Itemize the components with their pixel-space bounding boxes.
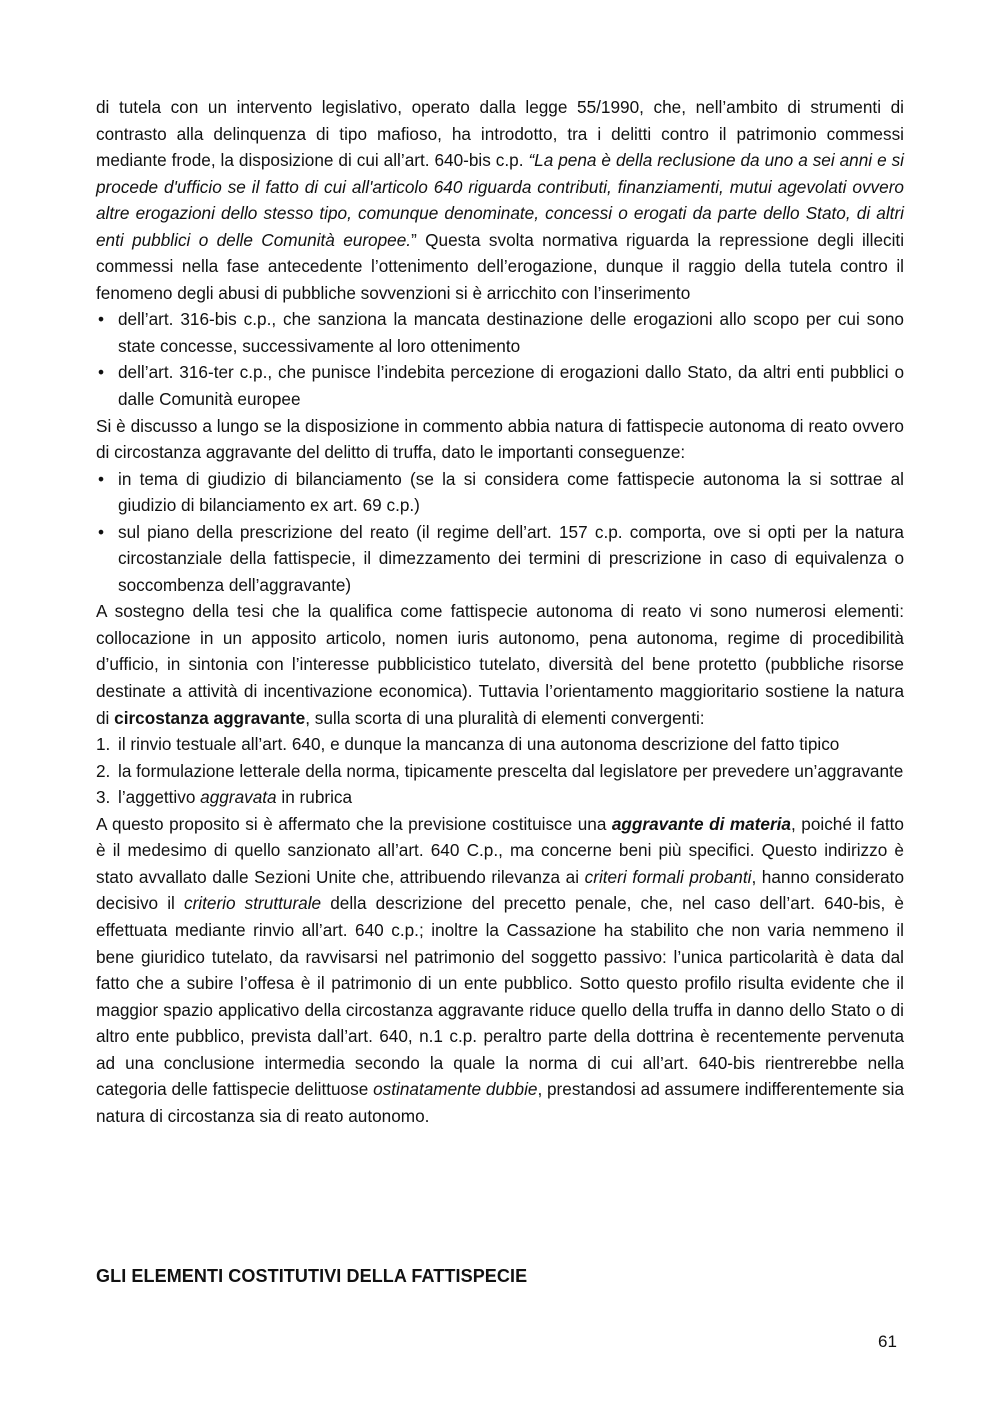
- section-heading: GLI ELEMENTI COSTITUTIVI DELLA FATTISPECIE: [96, 1266, 528, 1286]
- bullet-icon: •: [98, 521, 105, 542]
- text-run: l’aggettivo: [118, 787, 201, 808]
- text-run: di tutela con un intervento legislativo, operato dalla legge 55/1990, che, nell’ambito di strumenti di contrasto alla delinquenza di tipo mafioso, ha introdotto, tra i delitti contro il patrimonio commessi mediante frode, la disposizione di cui all’art. 640-bis c.p.: [96, 97, 904, 171]
- list-item-text: in tema di giudizio di bilanciamento (se la si considera come fattispecie autonoma la si sottrae al giudizio di bilanciamento ex art. 69 c.p.): [118, 468, 904, 516]
- bold-italic-term: aggravante di materia: [611, 813, 791, 834]
- list-item-text: dell’art. 316-ter c.p., che punisce l’indebita percezione di erogazioni dallo Stato, da altri enti pubblici o dalle Comunità europee: [118, 362, 904, 410]
- bullet-icon: •: [98, 468, 105, 489]
- bullet-list-articles: [96, 306, 904, 412]
- bold-term: circostanza aggravante: [114, 707, 306, 728]
- list-item: [96, 784, 904, 811]
- list-item: [96, 758, 904, 785]
- paragraph-intro: [96, 94, 904, 306]
- list-item-text: sul piano della prescrizione del reato (il regime dell’art. 157 c.p. comporta, ove si opti per la natura circostanziale della fattispecie, il dimezzamento dei termini di prescrizione in caso di equivalenza o soccombenza dell’aggravante): [118, 521, 904, 595]
- list-number: 3.: [96, 787, 111, 808]
- text-run: della descrizione del precetto penale, che, nel caso dell’art. 640-bis, è effettuata mediante rinvio all’art. 640 c.p.; inoltre la Cassazione ha stabilito che non varia nemmeno il bene giuridico tutelato, da ravvisarsi nel patrimonio del soggetto passivo: l’unica particolarità è data dal fatto che a subire l’offesa è il patrimonio di un ente pubblico. Sotto questo profilo risulta evidente che il maggior spazio applicativo della circostanza aggravante riduce quello della truffa in danno dello Stato o di altro ente pubblico, prevista dall’art. 640, n.1 c.p. peraltro parte della dottrina è recentemente pervenuta ad una conclusione intermedia secondo la quale la norma di cui all’art. 640-bis rientrerebbe nella categoria delle fattispecie delittuose: [96, 893, 904, 1100]
- list-item: [96, 306, 904, 359]
- paragraph-thesis: [96, 598, 904, 731]
- text-run: , sulla scorta di una pluralità di elementi convergenti:: [305, 707, 705, 728]
- bullet-list-consequences: [96, 466, 904, 599]
- paragraph-debate: Si è discusso a lungo se la disposizione in commento abbia natura di fattispecie autonoma di reato ovvero di circostanza aggravante del delitto di truffa, dato le importanti conseguenze:: [96, 415, 904, 463]
- italic-term: ostinatamente dubbie: [373, 1079, 538, 1100]
- list-item-text: dell’art. 316-bis c.p., che sanziona la mancata destinazione delle erogazioni allo scopo per cui sono state concesse, successivamente al loro ottenimento: [118, 309, 904, 356]
- text-run: A questo proposito si è affermato che la previsione costituisce una: [96, 813, 612, 834]
- list-item: [96, 731, 904, 758]
- list-item: [96, 466, 904, 519]
- list-number: 2.: [96, 760, 111, 781]
- list-item-text: la formulazione letterale della norma, tipicamente prescelta dal legislatore per prevedere un’aggravante: [118, 760, 904, 781]
- text-run: , prestandosi ad assumere indifferentemente sia natura di circostanza sia di reato autonomo.: [96, 1079, 905, 1126]
- text-run: , hanno considerato decisivo il: [96, 866, 905, 914]
- bullet-icon: •: [98, 309, 105, 330]
- text-run: A sostegno della tesi che la qualifica come fattispecie autonoma di reato vi sono numerosi elementi: collocazione in un apposito articolo, nomen iuris autonomo, pena autonoma, regime di procedibilità d’ufficio, in sintonia con l’interesse pubblicistico tutelato, diversità del bene protetto (pubbliche risorse destinate a attività di incentivazione economica). Tuttavia l’orientamento maggioritario sostiene la natura di: [96, 601, 904, 728]
- italic-term: criterio strutturale: [183, 893, 322, 914]
- italic-term: aggravata: [200, 787, 277, 808]
- text-run: , poiché il fatto è il medesimo di quello sanzionato all’art. 640 C.p., ma concerne beni più specifici. Questo indirizzo è stato avvallato dalle Sezioni Unite che, attribuendo rilevanza ai: [96, 813, 904, 887]
- italic-term: criteri formali probanti: [584, 866, 752, 887]
- bullet-icon: •: [98, 362, 105, 383]
- list-item-text: il rinvio testuale all’art. 640, e dunque la mancanza di una autonoma descrizione del fatto tipico: [118, 734, 840, 755]
- list-item: [96, 359, 904, 412]
- list-number: 1.: [96, 734, 111, 755]
- text-run: in rubrica: [276, 787, 353, 808]
- list-item: [96, 519, 904, 599]
- quoted-norm-text: “La pena è della reclusione da uno a sei anni e si procede d'ufficio se il fatto di cui all'articolo 640 riguarda contributi, finanziamenti, mutui agevolati ovvero altre erogazioni dello stesso tipo, comunque denominate, concessi o erogati da parte dello Stato, di altri enti pubblici o delle Comunità europee.: [96, 150, 904, 250]
- paragraph-analysis: [96, 811, 904, 1130]
- text-run: ” Questa svolta normativa riguarda la repressione degli illeciti commessi nella fase antecedente l’ottenimento dell’erogazione, dunque il raggio della tutela contro il fenomeno degli abusi di pubbliche sovvenzioni si è arricchito con l’inserimento: [96, 229, 905, 303]
- page-number: 61: [878, 1332, 897, 1351]
- numbered-list-elements: [96, 731, 904, 811]
- document-body: [96, 94, 904, 1129]
